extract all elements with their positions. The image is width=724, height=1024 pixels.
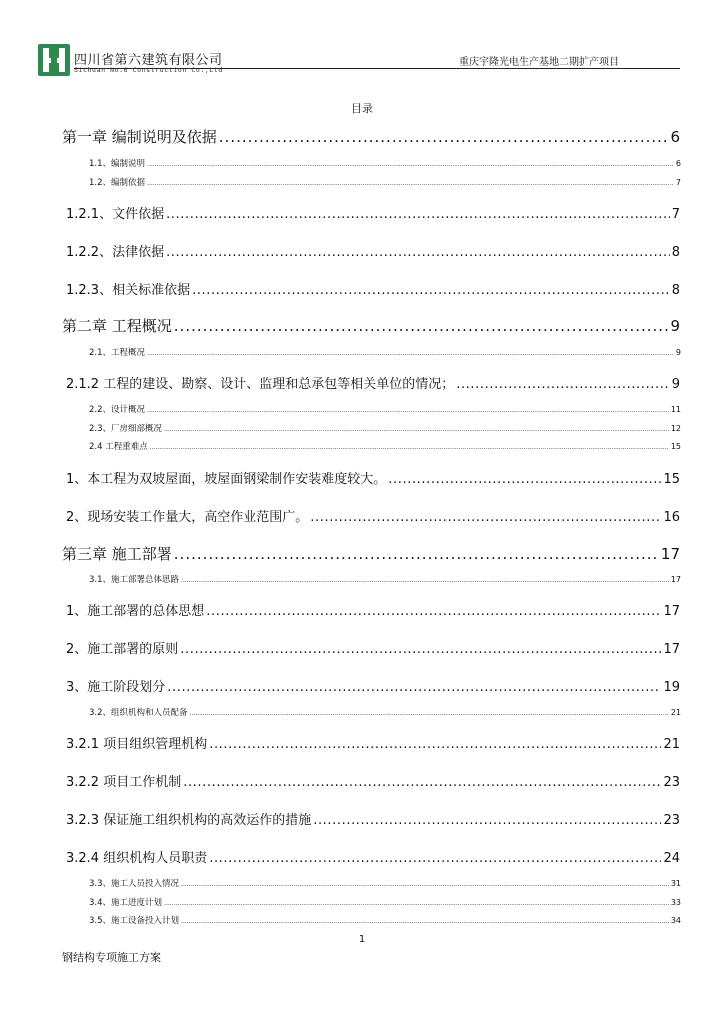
toc-entry-page: 8 [671,283,680,298]
toc-entry-text: 2.4 工程重难点 [89,442,148,452]
toc-title: 目录 [351,102,373,115]
toc-entry-text: 1.2.1、文件依据 [66,207,165,222]
toc-entry-level2[interactable] [66,771,680,790]
toc-entry-level2[interactable] [66,203,680,222]
toc-entry-level3[interactable] [89,896,681,908]
toc-entry-text: 2.3、厂房细部概况 [89,424,163,434]
toc-entry-level3[interactable] [89,440,681,452]
toc-entry-level2[interactable] [66,373,680,392]
toc-entry-page: 12 [670,424,681,433]
toc-entry-page: 17 [663,604,680,619]
toc-entry-level3[interactable] [89,422,681,434]
toc-entry-page: 34 [670,916,681,925]
toc-entry-level3[interactable] [89,346,681,358]
toc-entry-level3[interactable] [89,157,681,169]
toc-entry-page: 15 [670,442,681,451]
toc-entry-page: 21 [670,708,681,717]
toc-entry-page: 15 [663,472,680,487]
toc-entry-level2[interactable] [66,241,680,260]
toc-entry-level2[interactable] [66,676,680,695]
toc-entry-level2[interactable] [66,600,680,619]
toc-entry-text: 3.4、施工进度计划 [89,898,163,908]
toc-entry-level3[interactable] [89,573,681,585]
toc-entry-page: 9 [671,377,680,392]
toc-entry-level2[interactable] [66,468,680,487]
toc-entry-text: 3.5、施工设备投入计划 [89,916,180,926]
toc-entry-page: 17 [663,642,680,657]
toc-entry-level2[interactable] [66,847,680,866]
toc-entry-text: 2.1.2 工程的建设、勘察、设计、监理和总承包等相关单位的情况； [66,377,455,392]
toc-entry-page: 6 [675,159,681,168]
toc-entry-level2[interactable] [66,809,680,828]
toc-entry-text: 1.2.3、相关标准依据 [66,283,191,298]
toc-entry-text: 1、施工部署的总体思想 [66,604,205,619]
toc-entry-page: 21 [663,737,680,752]
toc-entry-page: 8 [671,245,680,260]
toc-entry-text: 2、施工部署的原则 [66,642,179,657]
project-name: 重庆宇隆光电生产基地二期扩产项目 [459,57,619,68]
toc-entry-page: 9 [675,348,681,357]
toc-entry-level3[interactable] [89,403,681,415]
toc-entry-page: 7 [671,207,680,222]
company-name-cn: 四川省第六建筑有限公司 [74,53,223,68]
page-header [0,0,724,80]
page-number: 1 [358,934,366,945]
document-name: 钢结构专项施工方案 [62,951,161,964]
toc-entry-page: 17 [670,575,681,584]
toc-entry-text: 2.1、工程概况 [89,348,146,358]
toc-entry-text: 1.2、编制依据 [89,178,146,188]
toc-entry-text: 3.2.3 保证施工组织机构的高效运作的措施 [66,813,312,828]
toc-entry-level2[interactable] [66,638,680,657]
toc-entry-page: 23 [663,813,680,828]
toc-entry-level1[interactable] [62,315,680,336]
toc-entry-page: 6 [670,128,680,146]
toc-entry-page: 9 [670,317,680,335]
toc-entry-level3[interactable] [89,706,681,718]
toc-entry-level3[interactable] [89,176,681,188]
toc-entry-level3[interactable] [89,914,681,926]
toc-entry-page: 23 [663,775,680,790]
toc-entry-text: 2、现场安装工作量大，高空作业范围广。 [66,510,309,525]
toc-entry-level2[interactable] [66,506,680,525]
toc-entry-text: 3.2.1 项目组织管理机构 [66,737,208,752]
toc-entry-page: 19 [663,680,680,695]
toc-entry-page: 16 [663,510,680,525]
toc-entry-text: 3.2、组织机构和人员配备 [89,708,188,718]
toc-entry-page: 17 [660,545,680,563]
toc-entry-level1[interactable] [62,543,680,564]
toc-entry-text: 3、施工阶段划分 [66,680,166,695]
toc-entry-text: 1.1、编制说明 [89,159,146,169]
toc-entry-page: 31 [670,879,681,888]
toc-entry-level1[interactable] [62,126,680,147]
toc-entry-text: 第二章 工程概况 [62,317,172,335]
company-name-en: Sichuan No.6 Construction Co.,Ltd [74,66,223,74]
toc-entry-page: 24 [663,851,680,866]
toc-entry-text: 3.2.4 组织机构人员职责 [66,851,208,866]
toc-entry-text: 第三章 施工部署 [62,545,172,563]
toc-entry-text: 3.3、施工人员投入情况 [89,879,180,889]
toc-entry-text: 1.2.2、法律依据 [66,245,165,260]
toc-entry-text: 2.2、设计概况 [89,405,146,415]
toc-entry-page: 33 [670,898,681,907]
toc-entry-page: 11 [670,405,681,414]
toc-entry-page: 7 [675,178,681,187]
toc-entry-text: 第一章 编制说明及依据 [62,128,217,146]
toc-entry-text: 1、本工程为双坡屋面，坡屋面钢梁制作安装难度较大。 [66,472,387,487]
toc-entry-text: 3.1、施工部署总体思路 [89,575,180,585]
toc-entry-level3[interactable] [89,877,681,889]
toc-entry-text: 3.2.2 项目工作机制 [66,775,182,790]
company-logo-icon [38,44,70,76]
toc-entry-level2[interactable] [66,279,680,298]
toc-entry-level2[interactable] [66,733,680,752]
